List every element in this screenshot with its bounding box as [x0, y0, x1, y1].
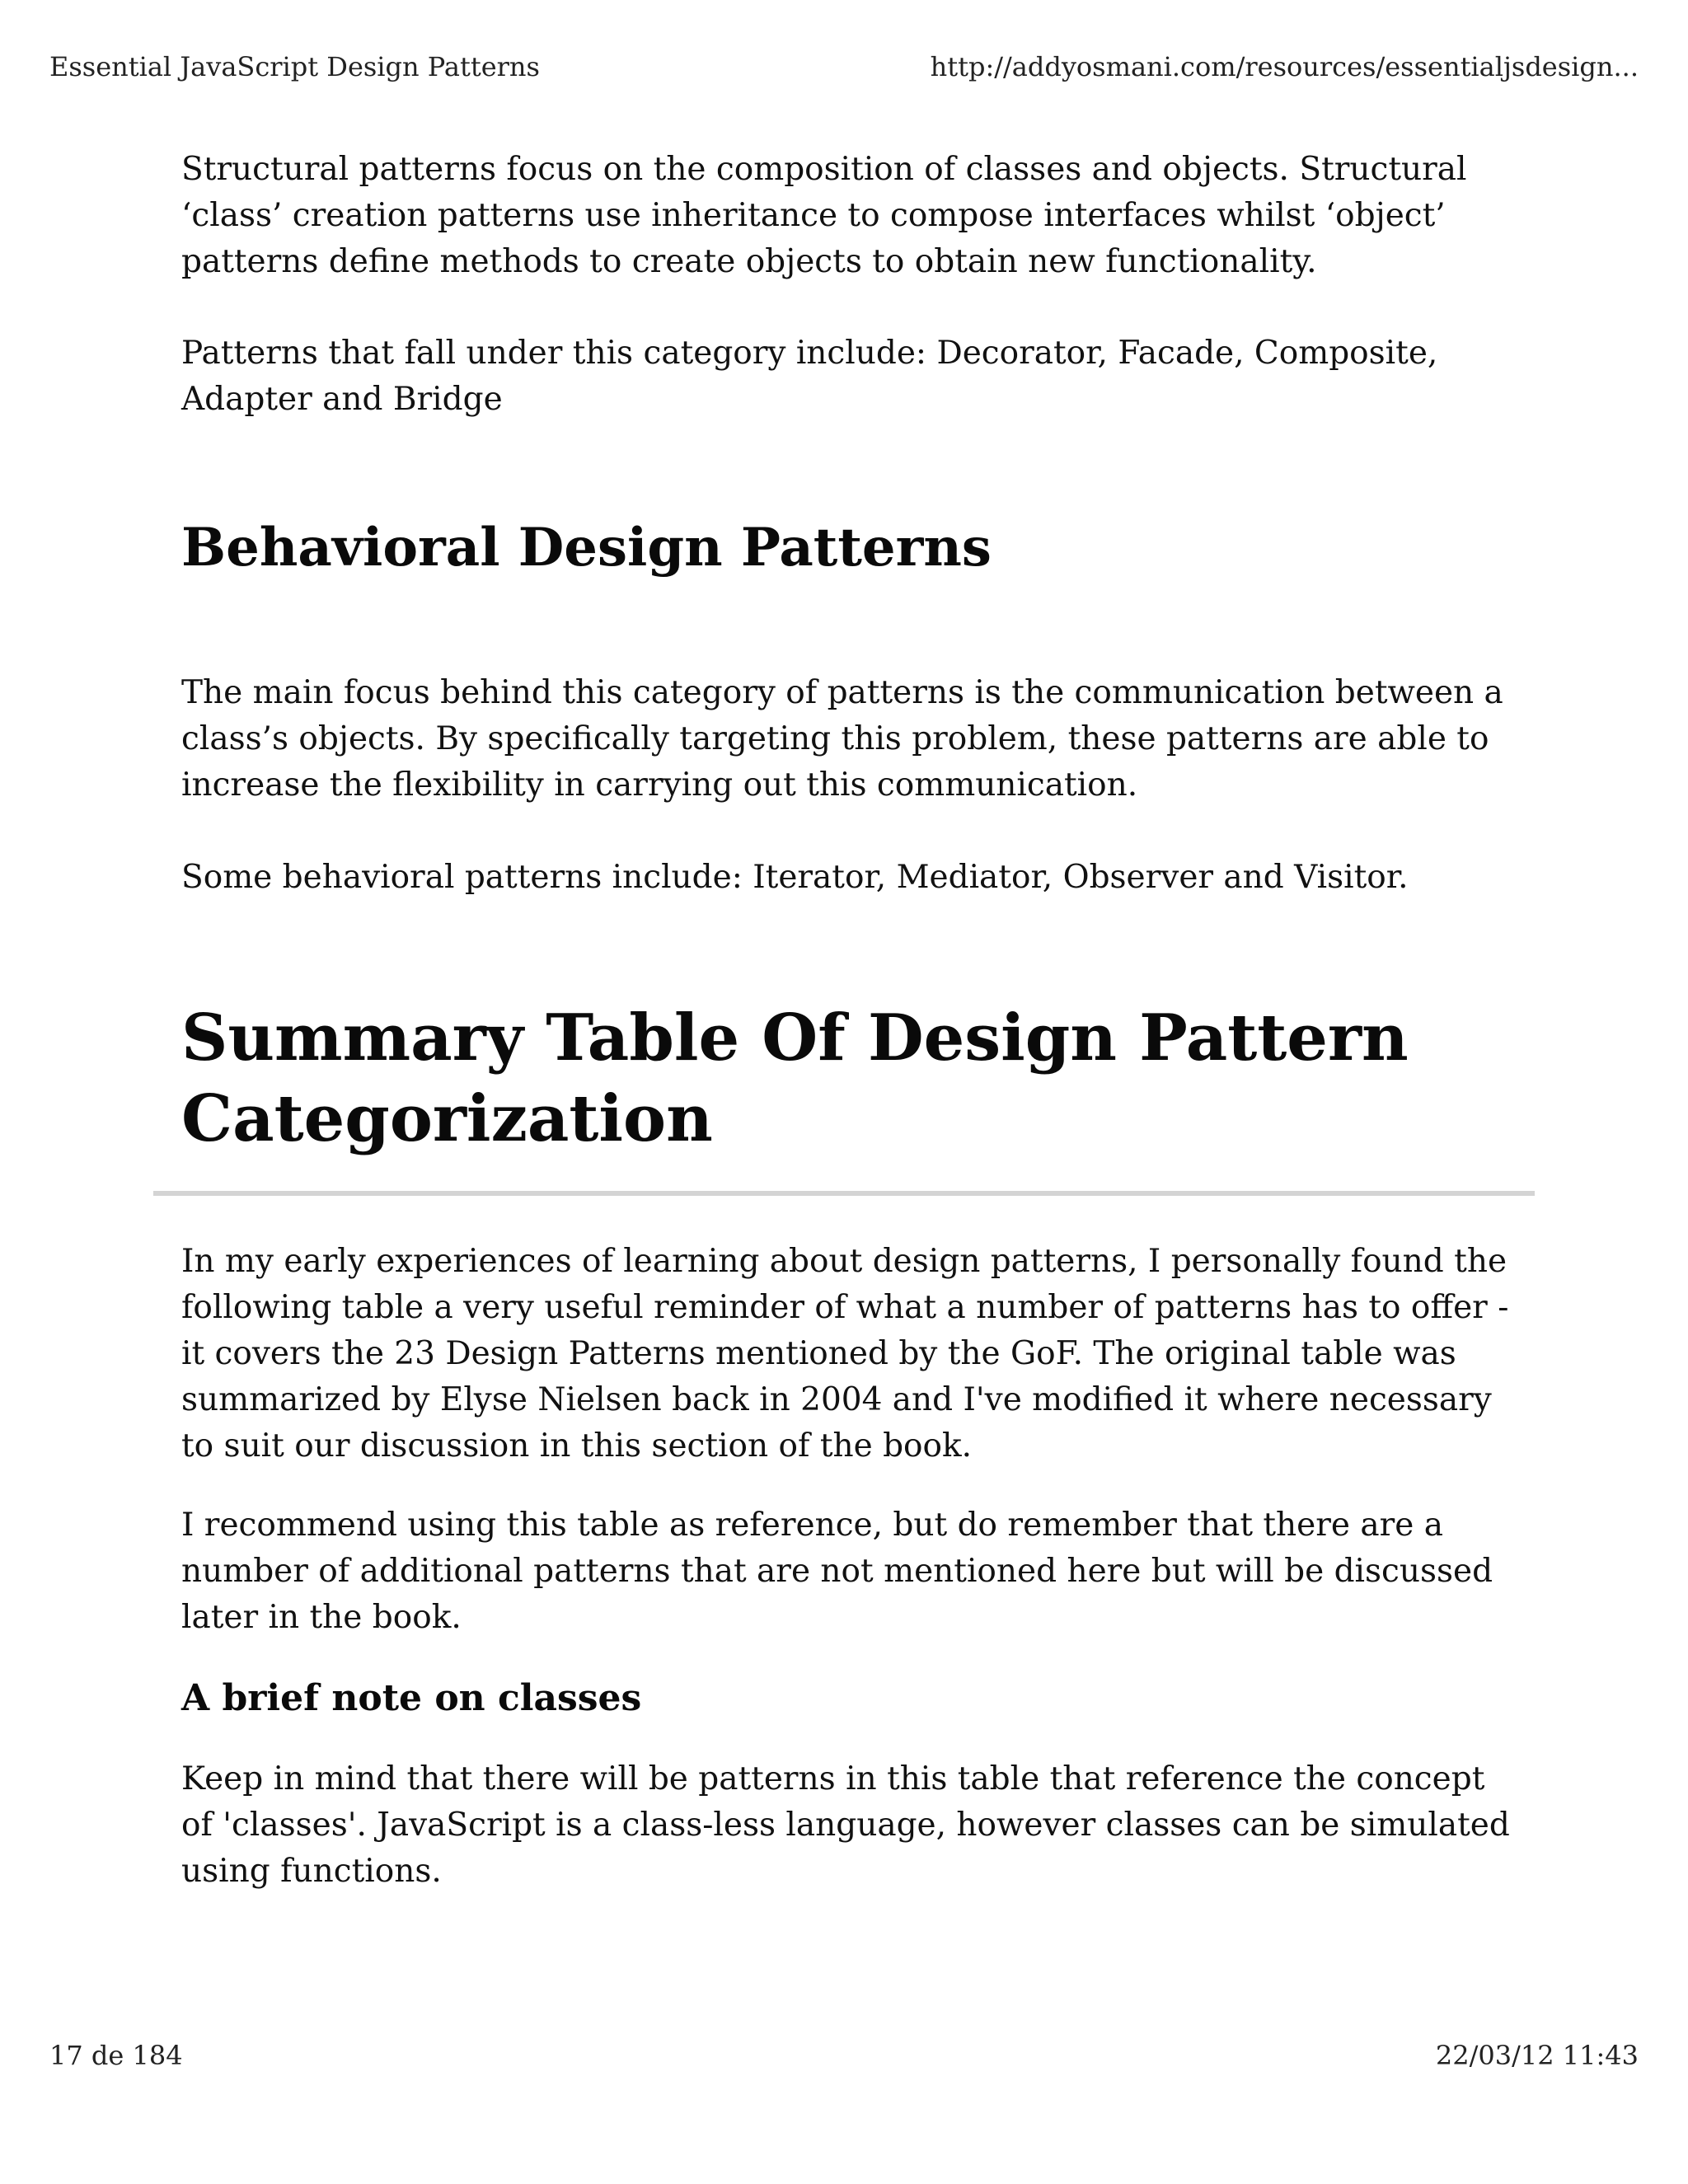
classes-paragraph: Keep in mind that there will be patterns in this table that reference the concept of 'classes'. JavaScript is a class-less language, however classes can be simulated using functions.	[181, 1760, 1510, 1890]
summary-paragraph-1: In my early experiences of learning about design patterns, I personally found the following table a very useful reminder of what a number of patterns has to offer - it covers the 23 Design Patterns mentioned by the GoF. The original table was summarized by Elyse Nielsen back in 2004 and I've modified it where necessary to suit our discussion in this section of the book.	[181, 1243, 1509, 1465]
structural-patterns-list: Patterns that fall under this category include: Decorator, Facade, Composite, Adapter and Bridge	[181, 335, 1438, 418]
heading-divider	[153, 1191, 1535, 1196]
page-header	[49, 51, 1639, 87]
page-footer	[49, 2040, 1639, 2076]
classes-heading: A brief note on classes	[181, 1677, 642, 1719]
main-content	[181, 147, 1517, 1895]
behavioral-heading: Behavioral Design Patterns	[181, 517, 992, 579]
print-datetime: 22/03/12 11:43	[1435, 2040, 1639, 2071]
document-title: Essential JavaScript Design Patterns	[49, 51, 540, 82]
behavioral-patterns-list: Some behavioral patterns include: Iterator, Mediator, Observer and Visitor.	[181, 859, 1409, 896]
behavioral-paragraph: The main focus behind this category of patterns is the communication between a class’s objects. By specifically targeting this problem, these patterns are able to increase the flexibility in carrying out this communication.	[181, 674, 1503, 804]
source-url: http://addyosmani.com/resources/essentialjsdesign...	[930, 51, 1639, 82]
summary-paragraph-2: I recommend using this table as reference, but do remember that there are a number of additional patterns that are not mentioned here but will be discussed later in the book.	[181, 1507, 1493, 1636]
structural-paragraph: Structural patterns focus on the composition of classes and objects. Structural ‘class’ creation patterns use inheritance to compose interfaces whilst ‘object’ patterns define methods to create objects to obtain new functionality.	[181, 151, 1467, 280]
summary-heading: Summary Table Of Design Pattern Categorization	[181, 1001, 1409, 1156]
page-number: 17 de 184	[49, 2040, 183, 2071]
